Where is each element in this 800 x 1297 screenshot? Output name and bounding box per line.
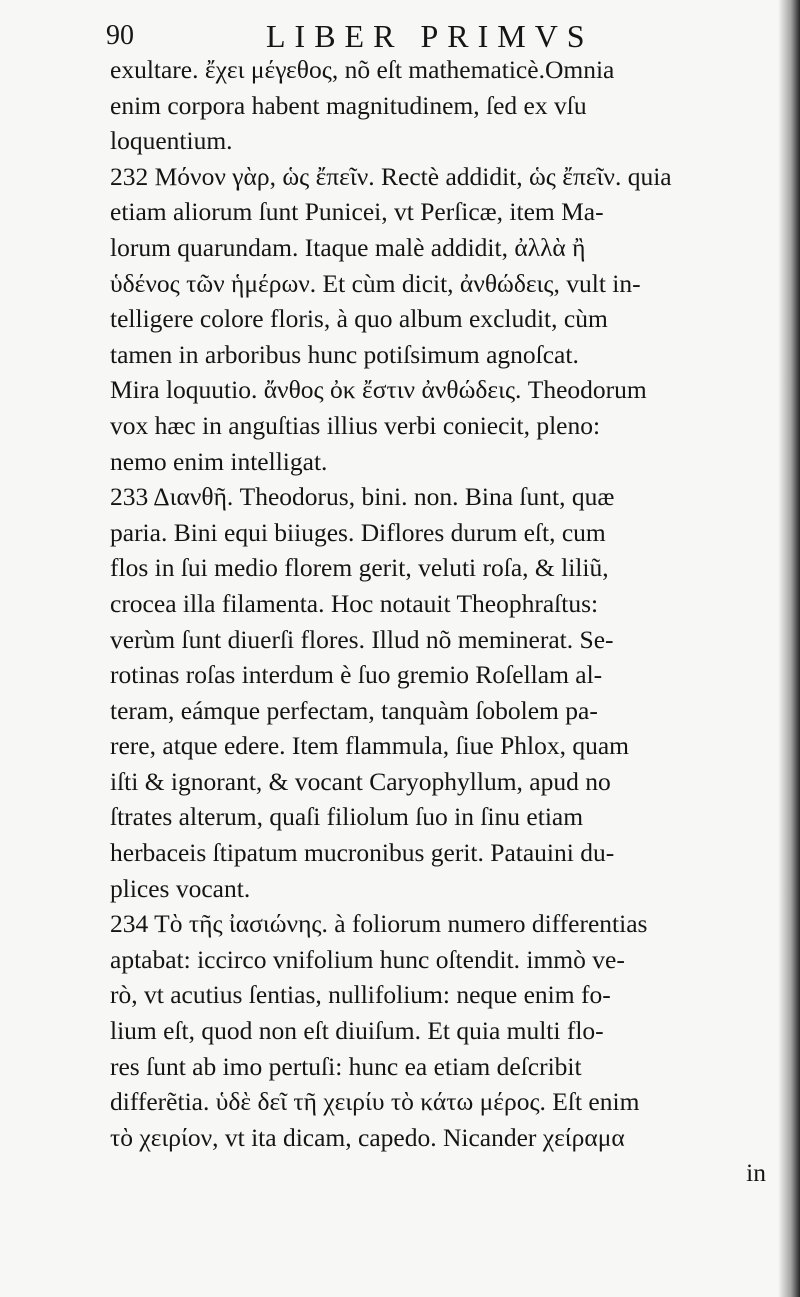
- text-line: lium eſt, quod non eſt diuiſum. Et quia multi flo-: [110, 1016, 604, 1046]
- text-line: aptabat: iccirco vnifolium hunc oſtendit. immò ve-: [110, 944, 625, 974]
- text-line: Mira loquutio. ἄνθος ὀκ ἔστιν ἀνθώδεις. Theodorum: [110, 375, 647, 405]
- text-line: herbaceis ſtipatum mucronibus gerit. Patauini du-: [110, 838, 615, 868]
- text-line: ſtrates alterum, quaſi filiolum ſuo in ſinu etiam: [110, 802, 584, 832]
- text-line: plices vocant.: [110, 873, 251, 903]
- text-line: paria. Bini equi biiuges. Diflores durum eſt, cum: [110, 517, 606, 547]
- text-line: telligere colore floris, à quo album excludit, cùm: [110, 304, 608, 334]
- text-line: etiam aliorum ſunt Punicei, vt Perſicæ, item Ma-: [110, 197, 604, 227]
- text-line: rò, vt acutius ſentias, nullifolium: neque enim fo-: [110, 980, 611, 1010]
- text-line: tamen in arboribus hunc potiſsimum agnoſcat.: [110, 339, 579, 369]
- running-head: LIBER PRIMVS: [266, 18, 594, 54]
- text-line: exultare. ἔχει μέγεθος, nõ eſt mathematicè.Omnia: [110, 55, 615, 84]
- text-line: 232 Μόνον γὰρ, ὡς ἔπεῖν. Rectè addidit, ὡς ἔπεῖν. quia: [110, 161, 672, 191]
- page-number: 90: [106, 20, 134, 51]
- text-line: 233 Διανθῆ. Theodorus, bini. non. Bina ſunt, quæ: [110, 482, 615, 512]
- text-line: rere, atque edere. Item flammula, ſiue Phlox, quam: [110, 731, 630, 761]
- text-line: loquentium.: [110, 126, 233, 156]
- page-header: [106, 14, 666, 54]
- text-line: teram, eámque perfectam, tanquàm ſobolem pa-: [110, 695, 598, 725]
- text-line: lorum quarundam. Itaque malè addidit, ἀλλὰ ἢ: [110, 232, 586, 262]
- text-line: τὸ χειρίον, vt ita dicam, capedo. Nicander χείραμα: [110, 1122, 625, 1152]
- text-line: ὑδένος τῶν ἡμέρων. Et cùm dicit, ἀνθώδεις, vult in-: [110, 268, 641, 298]
- text-line: 234 Τὸ τῆς ἰασιώνης. à foliorum numero differentias: [110, 909, 648, 939]
- page-edge-shadow: [778, 0, 800, 1297]
- text-line: flos in ſui medio florem gerit, veluti roſa, & liliũ,: [110, 553, 609, 583]
- catchword: in: [746, 1158, 766, 1188]
- text-line: differẽtia. ὑδὲ δεῖ τῆ χειρίυ τὸ κάτω μέρος. Eſt enim: [110, 1087, 640, 1117]
- text-line: vox hæc in anguſtias illius verbi coniecit, pleno:: [110, 410, 601, 440]
- text-line: enim corpora habent magnitudinem, ſed ex vſu: [110, 90, 587, 120]
- text-line: res ſunt ab imo pertuſi: hunc ea etiam deſcribit: [110, 1051, 582, 1081]
- text-line: verùm ſunt diuerſi flores. Illud nõ meminerat. Se-: [110, 624, 614, 654]
- body-text: [110, 52, 766, 1191]
- text-line: iſti & ignorant, & vocant Caryophyllum, apud no: [110, 766, 611, 796]
- text-line: crocea illa filamenta. Hoc notauit Theophraſtus:: [110, 588, 599, 618]
- text-line: nemo enim intelligat.: [110, 446, 328, 476]
- text-line: rotinas roſas interdum è ſuo gremio Roſellam al-: [110, 660, 603, 690]
